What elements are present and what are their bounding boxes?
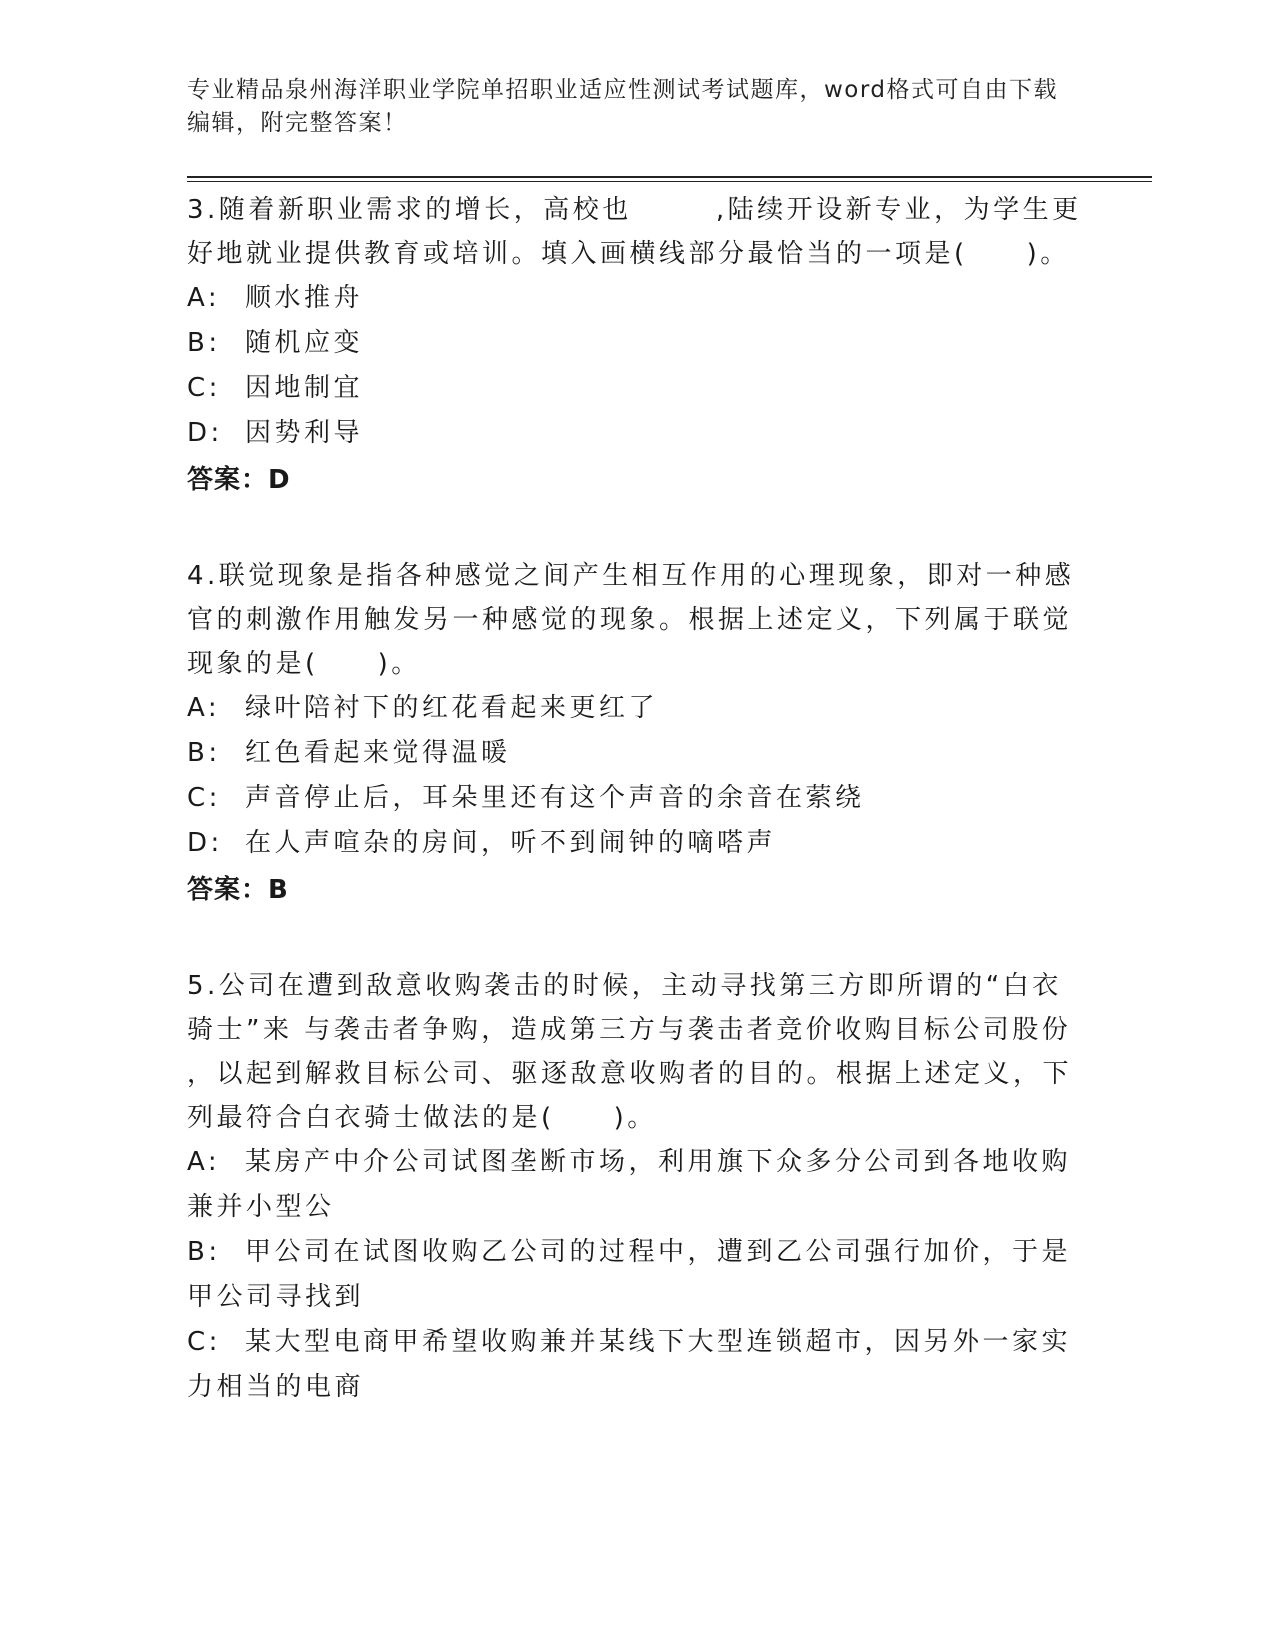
option-letter: C: xyxy=(187,1327,221,1357)
question-5-stem-line-3: ，以起到解救目标公司、驱逐敌意收购者的目的。根据上述定义，下 xyxy=(187,1059,1073,1089)
option-text: 声音停止后，耳朵里还有这个声音的余音在萦绕 xyxy=(245,783,865,813)
option-text: 红色看起来觉得温暖 xyxy=(245,738,511,768)
question-4-answer: 答案：B xyxy=(187,875,289,905)
question-4-option-b xyxy=(187,731,1087,776)
question-5-option-c-continued xyxy=(187,1365,1087,1410)
question-spacer xyxy=(187,914,1087,964)
question-3-stem-line-2: 好地就业提供教育或培训。填入画横线部分最恰当的一项是( )。 xyxy=(187,239,1070,269)
option-text: 随机应变 xyxy=(245,328,364,358)
option-text: 甲公司在试图收购乙公司的过程中，遭到乙公司强行加价，于是 xyxy=(245,1237,1072,1267)
question-3-option-c xyxy=(187,366,1087,411)
question-4 xyxy=(187,554,1087,914)
question-3-option-d xyxy=(187,411,1087,456)
option-letter: A: xyxy=(187,283,221,313)
question-3-stem-part-2: ,陆续开设新专业，为学生更 xyxy=(715,195,1082,225)
question-3-answer: 答案：D xyxy=(187,465,291,495)
option-text: 某房产中介公司试图垄断市场，利用旗下众多分公司到各地收购 xyxy=(245,1147,1072,1177)
option-text: 顺水推舟 xyxy=(245,283,364,313)
option-text: 在人声喧杂的房间，听不到闹钟的嘀嗒声 xyxy=(245,828,777,858)
option-letter: D: xyxy=(187,418,223,448)
question-3-option-b xyxy=(187,321,1087,366)
option-text: 绿叶陪衬下的红花看起来更红了 xyxy=(245,693,659,723)
question-4-stem-line-2: 官的刺激作用触发另一种感觉的现象。根据上述定义，下列属于联觉 xyxy=(187,605,1073,635)
question-list xyxy=(187,188,1087,1410)
option-letter: A: xyxy=(187,1147,221,1177)
option-text-continued: 力相当的电商 xyxy=(187,1372,365,1402)
question-4-option-d xyxy=(187,821,1087,866)
option-text: 某大型电商甲希望收购兼并某线下大型连锁超市，因另外一家实 xyxy=(245,1327,1072,1357)
question-3-option-a xyxy=(187,276,1087,321)
header-rule-thick xyxy=(187,176,1152,178)
option-text-continued: 兼并小型公 xyxy=(187,1192,335,1222)
question-4-option-c xyxy=(187,776,1087,821)
header-line-2: 编辑，附完整答案！ xyxy=(187,110,408,136)
question-3 xyxy=(187,188,1087,504)
option-text: 因地制宜 xyxy=(245,373,364,403)
header-rule-thin xyxy=(187,181,1152,182)
option-letter: B: xyxy=(187,1237,221,1267)
question-5-option-b xyxy=(187,1230,1087,1275)
question-4-option-a xyxy=(187,686,1087,731)
question-3-stem-part-1: 3.随着新职业需求的增长，高校也 xyxy=(187,195,632,225)
question-5-stem-line-2: 骑士”来 与袭击者争购，造成第三方与袭击者竞价收购目标公司股份 xyxy=(187,1015,1072,1045)
question-5-stem-line-4: 列最符合白衣骑士做法的是( )。 xyxy=(187,1103,657,1133)
option-letter: B: xyxy=(187,738,221,768)
question-5-option-a xyxy=(187,1140,1087,1185)
option-letter: C: xyxy=(187,783,221,813)
option-letter: C: xyxy=(187,373,221,403)
option-letter: B: xyxy=(187,328,221,358)
question-4-stem-line-1: 4.联觉现象是指各种感觉之间产生相互作用的心理现象，即对一种感 xyxy=(187,561,1075,591)
question-5-option-b-continued xyxy=(187,1275,1087,1320)
question-5-option-c xyxy=(187,1320,1087,1365)
question-3-stem xyxy=(187,188,1087,232)
question-5-stem-line-1: 5.公司在遭到敌意收购袭击的时候，主动寻找第三方即所谓的“白衣 xyxy=(187,971,1062,1001)
question-5 xyxy=(187,964,1087,1410)
question-4-stem-line-3: 现象的是( )。 xyxy=(187,649,421,679)
question-spacer xyxy=(187,504,1087,554)
option-letter: A: xyxy=(187,693,221,723)
header-line-1: 专业精品泉州海洋职业学院单招职业适应性测试考试题库，word格式可自由下载 xyxy=(187,77,1059,103)
page-header xyxy=(187,74,1067,140)
question-5-option-a-continued xyxy=(187,1185,1087,1230)
option-text: 因势利导 xyxy=(245,418,364,448)
option-text-continued: 甲公司寻找到 xyxy=(187,1282,365,1312)
option-letter: D: xyxy=(187,828,223,858)
